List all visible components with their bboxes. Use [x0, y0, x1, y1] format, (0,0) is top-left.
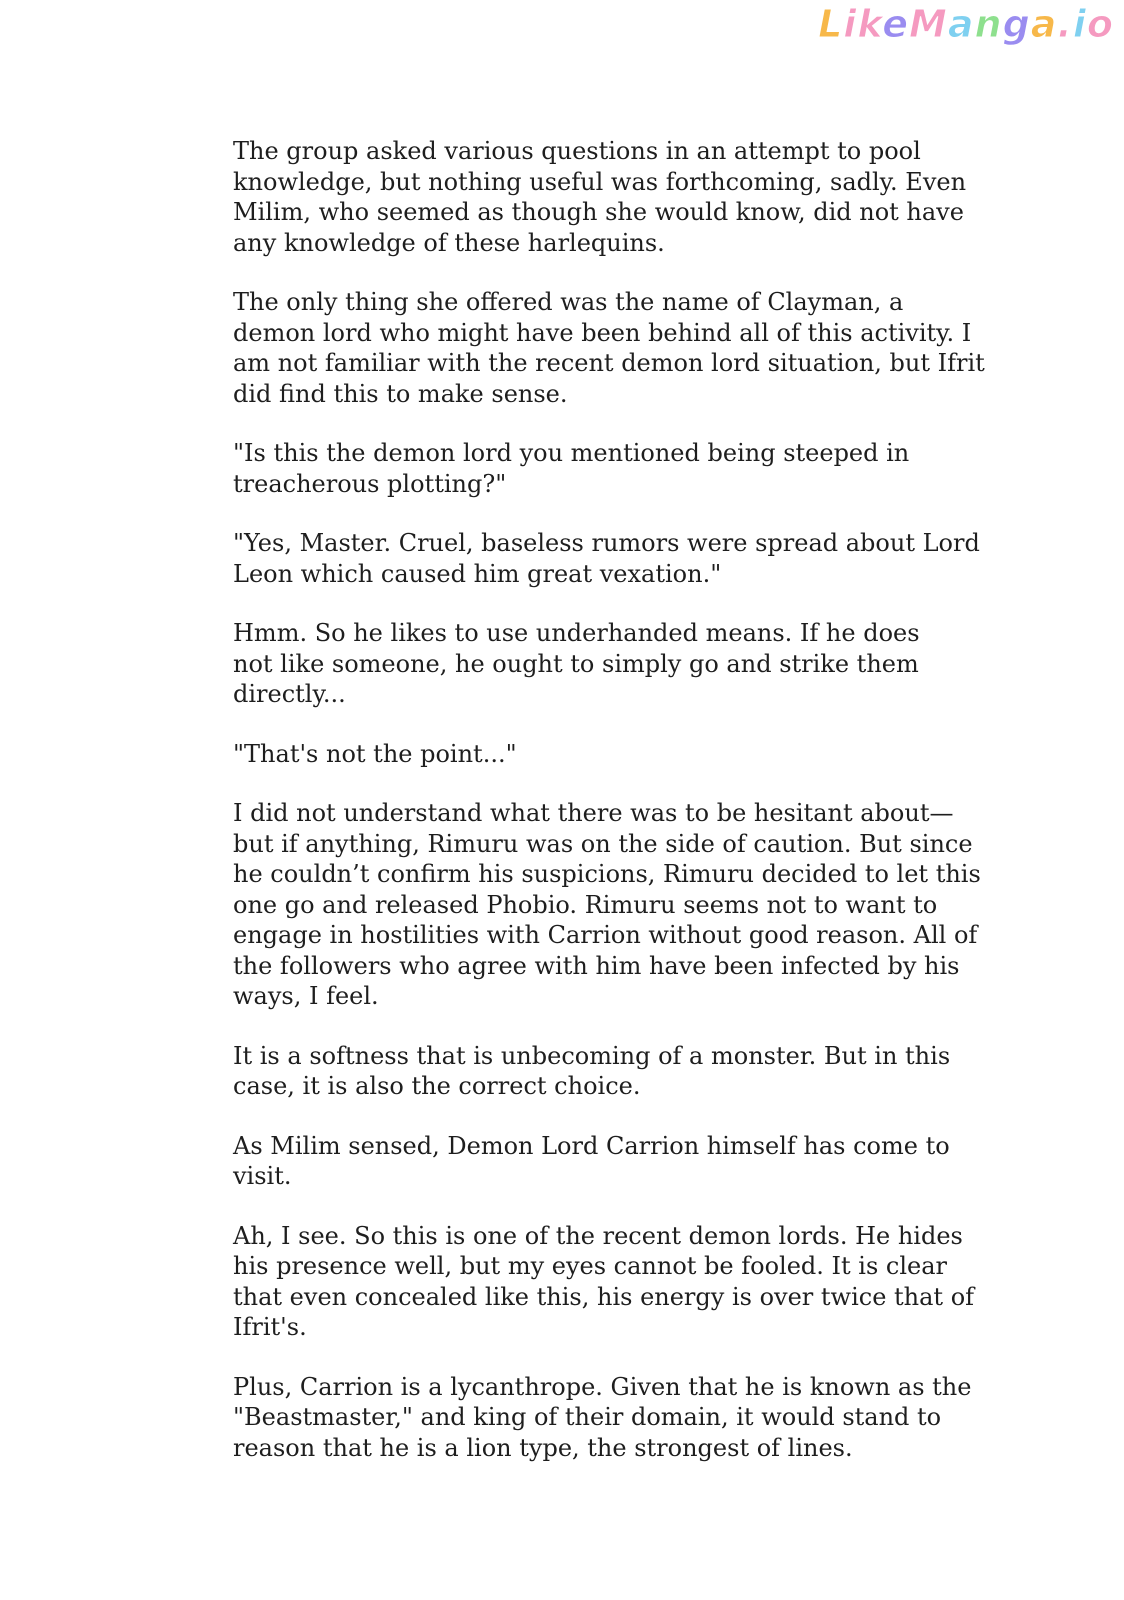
paragraph-line: Milim, who seemed as though she would know, did not have [233, 198, 964, 226]
site-watermark-logo [818, 2, 1114, 46]
paragraph-line: directly... [233, 680, 346, 708]
paragraph-line: Hmm. So he likes to use underhanded means. If he does [233, 619, 920, 647]
paragraph-line: any knowledge of these harlequins. [233, 228, 665, 257]
paragraph-line: but if anything, Rimuru was on the side of caution. But since [233, 829, 973, 858]
watermark-letter: . [1057, 2, 1073, 46]
paragraph-line: demon lord who might have been behind all of this activity. I [233, 318, 972, 347]
watermark-letter: g [1002, 2, 1031, 46]
paragraph-line: As Milim sensed, Demon Lord Carrion himself has come to [233, 1131, 950, 1160]
paragraph-line: not like someone, he ought to simply go and strike them [233, 649, 919, 678]
paragraph [233, 1372, 972, 1464]
paragraph-line: he couldn’t confirm his suspicions, Rimuru decided to let this [233, 860, 981, 888]
watermark-letter: e [882, 2, 910, 46]
paragraph-line: I did not understand what there was to be hesitant about— [233, 799, 954, 827]
paragraph-line: The only thing she offered was the name of Clayman, a [233, 288, 904, 316]
watermark-letter: M [909, 2, 948, 46]
paragraph-line: that even concealed like this, his energy is over twice that of [233, 1282, 975, 1311]
paragraph-line: Leon which caused him great vexation." [233, 559, 722, 588]
paragraph [233, 739, 913, 770]
watermark-letter: i [843, 2, 858, 46]
paragraph-line: ways, I feel. [233, 982, 379, 1010]
paragraph-line: Ifrit's. [233, 1313, 307, 1341]
paragraph [233, 1221, 975, 1343]
paragraph-line: his presence well, but my eyes cannot be fooled. It is clear [233, 1252, 948, 1280]
paragraph [233, 798, 981, 1012]
paragraph [233, 1041, 951, 1102]
watermark-letter: L [818, 2, 844, 46]
paragraph-line: "Is this the demon lord you mentioned being steeped in [233, 439, 910, 467]
paragraph [233, 528, 980, 589]
watermark-letter: a [1030, 2, 1058, 46]
paragraph-line: did find this to make sense. [233, 379, 568, 408]
watermark-letter: n [974, 2, 1003, 46]
paragraph [233, 136, 967, 258]
watermark-letter: a [947, 2, 975, 46]
watermark-letter: k [857, 2, 883, 46]
paragraph-line: knowledge, but nothing useful was forthcoming, sadly. Even [233, 167, 967, 196]
paragraph-line: treacherous plotting?" [233, 469, 507, 498]
paragraph-line: am not familiar with the recent demon lord situation, but Ifrit [233, 349, 985, 377]
paragraph-line: reason that he is a lion type, the strongest of lines. [233, 1433, 853, 1462]
paragraph-line: case, it is also the correct choice. [233, 1072, 641, 1100]
paragraph [233, 1131, 950, 1192]
paragraph-line: It is a softness that is unbecoming of a monster. But in this [233, 1041, 951, 1070]
paragraph [233, 287, 985, 409]
paragraph-line: engage in hostilities with Carrion without good reason. All of [233, 921, 978, 949]
paragraph-line: Plus, Carrion is a lycanthrope. Given that he is known as the [233, 1372, 972, 1401]
paragraph-line: "Beastmaster," and king of their domain, it would stand to [233, 1403, 942, 1431]
paragraph-line: "Yes, Master. Cruel, baseless rumors were spread about Lord [233, 529, 980, 557]
paragraph-line: one go and released Phobio. Rimuru seems not to want to [233, 890, 938, 919]
paragraph [233, 618, 920, 710]
paragraph [233, 438, 913, 499]
paragraph-line: visit. [233, 1162, 292, 1190]
document-body [233, 136, 985, 1492]
paragraph-line: the followers who agree with him have been infected by his [233, 951, 960, 980]
watermark-letter: o [1086, 2, 1114, 46]
watermark-letter: i [1072, 2, 1087, 46]
paragraph-line: The group asked various questions in an attempt to pool [233, 137, 921, 165]
paragraph-line: "That's not the point..." [233, 739, 517, 768]
paragraph-line: Ah, I see. So this is one of the recent demon lords. He hides [233, 1221, 963, 1250]
